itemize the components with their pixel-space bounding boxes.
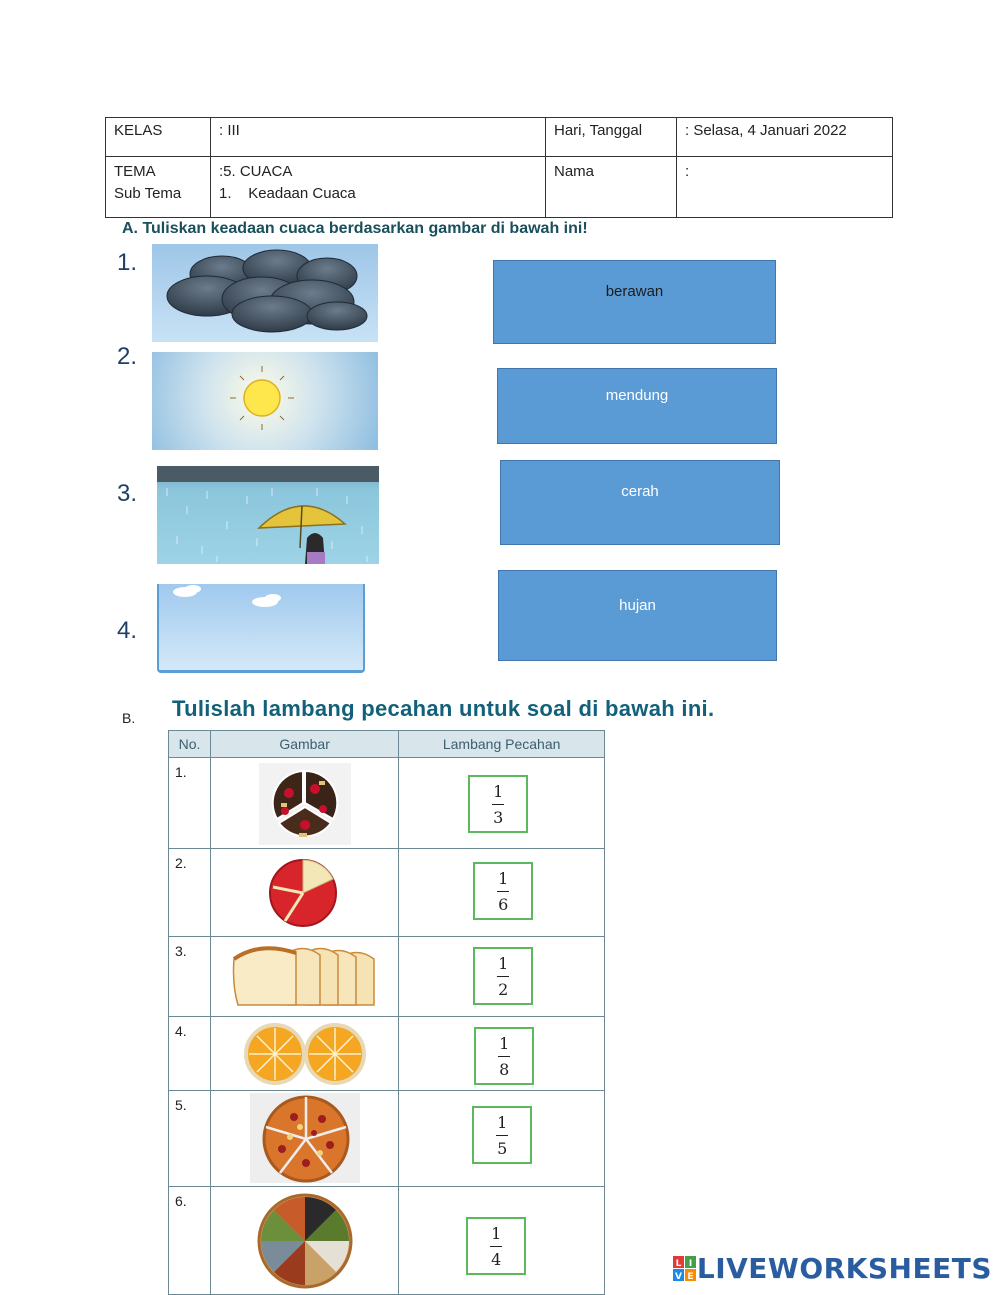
hari-label: Hari, Tanggal — [546, 118, 677, 157]
info-table — [105, 117, 893, 218]
colorful-cake-picture-cell — [210, 1187, 398, 1295]
row-number: 2. — [169, 849, 211, 937]
cheese-wheel-icon — [265, 857, 345, 929]
liveworksheets-logo — [673, 1252, 992, 1285]
pizza-picture-cell — [210, 1091, 398, 1187]
fraction-cell — [399, 758, 605, 849]
fraction-bar — [497, 891, 509, 892]
fraction-cell — [399, 937, 605, 1017]
fraction-bar — [492, 804, 504, 805]
hari-value: : Selasa, 4 Januari 2022 — [677, 118, 893, 157]
orange-picture-cell — [210, 1017, 398, 1091]
rain-umbrella-icon — [157, 466, 379, 564]
denominator: 8 — [499, 1059, 510, 1079]
pizza-icon — [250, 1093, 360, 1183]
header-gambar: Gambar — [210, 731, 398, 758]
subtema-value: Keadaan Cuaca — [248, 185, 356, 202]
bread-picture-cell — [210, 937, 398, 1017]
section-b-title: Tulislah lambang pecahan untuk soal di bawah ini. — [172, 696, 715, 721]
answer-box-mendung[interactable]: mendung — [497, 368, 777, 444]
fraction-box-4[interactable] — [474, 1027, 534, 1085]
fraction-cell — [399, 1091, 605, 1187]
numerator: 1 — [491, 1223, 502, 1243]
orange-halves-icon — [243, 1022, 367, 1086]
small-cloud-icon — [159, 584, 363, 670]
table-row — [169, 849, 605, 937]
denominator: 2 — [498, 979, 509, 999]
numerator: 1 — [499, 1033, 510, 1053]
answer-box-hujan[interactable]: hujan — [498, 570, 777, 661]
numerator: 1 — [498, 868, 509, 888]
cloud-icon — [152, 244, 378, 342]
fraction-box-3[interactable] — [473, 947, 533, 1005]
cheese-picture-cell — [210, 849, 398, 937]
row-number: 1. — [169, 758, 211, 849]
numerator: 1 — [493, 781, 504, 801]
logo-badge-i: I — [688, 1258, 693, 1269]
fraction-cell — [399, 849, 605, 937]
sunny-image — [152, 352, 378, 450]
answer-box-cerah[interactable]: cerah — [500, 460, 780, 545]
tema-label: TEMA — [114, 163, 156, 180]
fraction-bar — [498, 1056, 510, 1057]
table-row — [169, 758, 605, 849]
question-number-3: 3. — [117, 480, 138, 507]
rainy-image — [157, 466, 379, 564]
question-number-2: 2. — [117, 343, 138, 370]
denominator: 3 — [493, 807, 504, 827]
logo-badge-v: V — [674, 1271, 682, 1282]
table-row — [169, 1017, 605, 1091]
table-row — [169, 1091, 605, 1187]
sun-icon — [152, 352, 378, 450]
row-number: 3. — [169, 937, 211, 1017]
section-b-letter: B. — [122, 710, 136, 726]
subtema-number: 1. — [219, 185, 232, 202]
fraction-box-5[interactable] — [472, 1106, 532, 1164]
header-no: No. — [169, 731, 211, 758]
nama-label: Nama — [546, 157, 677, 218]
fraction-bar — [496, 1135, 508, 1136]
question-number-1: 1. — [117, 249, 138, 276]
cloudy-image — [152, 244, 378, 342]
fraction-table — [168, 730, 605, 1295]
fraction-box-6[interactable] — [466, 1217, 526, 1275]
numerator: 1 — [497, 1112, 508, 1132]
logo-badge-l: L — [675, 1258, 682, 1269]
fraction-cell — [399, 1187, 605, 1295]
answer-box-berawan[interactable]: berawan — [493, 260, 776, 344]
logo-badge-e: E — [687, 1271, 694, 1282]
tema-value-cell — [211, 157, 546, 218]
fraction-box-1[interactable] — [468, 775, 528, 833]
colorful-cake-icon — [255, 1191, 355, 1291]
fraction-bar — [490, 1246, 502, 1247]
fraction-box-2[interactable] — [473, 862, 533, 920]
cake-picture-cell — [210, 758, 398, 849]
bread-loaf-icon — [230, 945, 380, 1009]
subtema-label: Sub Tema — [114, 185, 182, 202]
nama-value[interactable]: : — [677, 157, 893, 218]
numerator: 1 — [498, 953, 509, 973]
question-number-4: 4. — [117, 617, 138, 644]
tema-cell — [106, 157, 211, 218]
clear-sky-image — [157, 584, 365, 673]
row-number: 4. — [169, 1017, 211, 1091]
kelas-value: : III — [211, 118, 546, 157]
denominator: 5 — [497, 1138, 508, 1158]
section-a-title: A. Tuliskan keadaan cuaca berdasarkan gambar di bawah ini! — [122, 220, 588, 237]
header-lambang: Lambang Pecahan — [399, 731, 605, 758]
table-row — [169, 1187, 605, 1295]
row-number: 6. — [169, 1187, 211, 1295]
fraction-cell — [399, 1017, 605, 1091]
tema-value: :5. CUACA — [219, 163, 293, 180]
denominator: 6 — [498, 894, 509, 914]
cake-icon — [259, 763, 351, 845]
kelas-label: KELAS — [106, 118, 211, 157]
logo-badge-icon — [673, 1256, 697, 1282]
row-number: 5. — [169, 1091, 211, 1187]
table-row — [169, 937, 605, 1017]
denominator: 4 — [491, 1249, 502, 1269]
fraction-bar — [497, 976, 509, 977]
logo-text: LIVEWORKSHEETS — [696, 1252, 992, 1285]
